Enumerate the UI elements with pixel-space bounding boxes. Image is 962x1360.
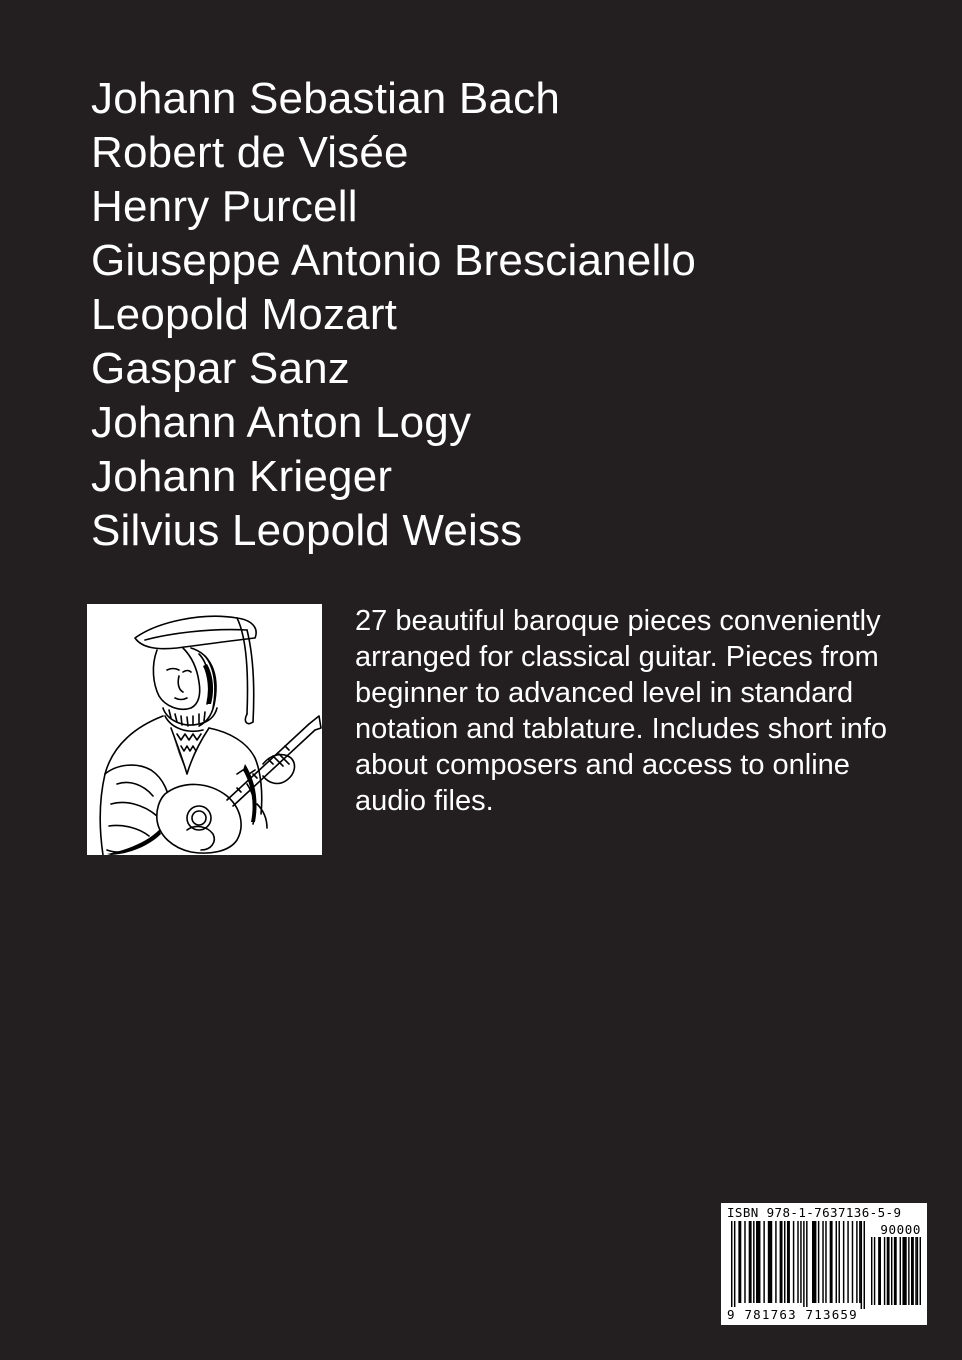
composer-name: Johann Sebastian Bach xyxy=(91,74,560,123)
barcode-bar xyxy=(744,1221,745,1303)
composer-name: Giuseppe Antonio Brescianello xyxy=(91,236,697,285)
composer-name: Johann Krieger xyxy=(91,452,393,501)
barcode-bar xyxy=(864,1221,865,1309)
barcode-bar xyxy=(787,1221,790,1303)
barcode-bar xyxy=(797,1221,798,1303)
barcode-bar xyxy=(775,1221,776,1303)
barcode-bar xyxy=(911,1237,914,1305)
barcode-bar xyxy=(825,1221,826,1303)
barcode-bar xyxy=(836,1221,837,1303)
barcode-bar xyxy=(902,1237,906,1305)
barcode-bar xyxy=(838,1221,839,1303)
book-description: 27 beautiful baroque pieces conveniently arranged for classical guitar. Pieces from beginner to advanced level in standard notation and tablature. Includes short info about composers and access to online audio files. xyxy=(355,605,888,817)
barcode-bar xyxy=(793,1221,794,1303)
isbn-barcode xyxy=(721,1203,927,1325)
barcode-bar xyxy=(763,1221,764,1303)
barcode-bar xyxy=(731,1221,732,1309)
barcode-bar xyxy=(894,1237,897,1305)
barcode-bar xyxy=(780,1221,783,1303)
barcode-bar xyxy=(806,1221,807,1309)
composer-name: Henry Purcell xyxy=(91,182,358,231)
barcode-bar xyxy=(753,1221,754,1303)
barcode-bar xyxy=(818,1221,819,1303)
barcode-bar xyxy=(800,1221,801,1303)
barcode-bar xyxy=(874,1237,875,1305)
barcode-bar xyxy=(830,1221,833,1303)
barcode-bar xyxy=(847,1221,848,1303)
barcode-bar xyxy=(887,1237,890,1305)
barcode-bar xyxy=(756,1221,760,1303)
addon-bars xyxy=(871,1237,921,1309)
barcode-bar xyxy=(884,1237,885,1305)
isbn-label: ISBN 978-1-7637136-5-9 xyxy=(727,1205,902,1220)
barcode-bar xyxy=(915,1237,916,1305)
barcode-bar xyxy=(859,1221,860,1303)
ean-digits: 9 781763 713659 xyxy=(727,1307,858,1322)
composer-name: Robert de Visée xyxy=(91,128,409,177)
composer-name: Gaspar Sanz xyxy=(91,344,351,393)
barcode-bar xyxy=(920,1237,921,1305)
barcode-bar xyxy=(843,1221,844,1303)
barcode-bar xyxy=(803,1221,804,1309)
barcode-bar xyxy=(900,1237,901,1305)
barcode-bar xyxy=(784,1221,785,1303)
barcode-bar xyxy=(908,1237,909,1305)
barcode-bar xyxy=(871,1237,872,1305)
composer-name: Leopold Mozart xyxy=(91,290,398,339)
barcode-bar xyxy=(878,1237,881,1305)
ean-bars xyxy=(731,1221,865,1309)
price-code: 90000 xyxy=(880,1222,921,1237)
barcode-bar xyxy=(812,1221,816,1303)
barcode-bar xyxy=(852,1221,853,1303)
barcode-bar xyxy=(734,1221,735,1309)
barcode-bar xyxy=(917,1237,918,1305)
barcode-bar xyxy=(861,1221,862,1309)
barcode-bar xyxy=(856,1221,857,1303)
lute-player-engraving xyxy=(87,604,322,855)
composer-list xyxy=(91,72,696,558)
barcode-bar xyxy=(738,1221,741,1303)
composer-name: Johann Anton Logy xyxy=(91,398,472,447)
barcode-bar xyxy=(749,1221,752,1303)
barcode-bar xyxy=(822,1221,823,1303)
barcode-bar xyxy=(891,1237,892,1305)
barcode-bar xyxy=(768,1221,772,1303)
composer-name: Silvius Leopold Weiss xyxy=(91,506,523,555)
